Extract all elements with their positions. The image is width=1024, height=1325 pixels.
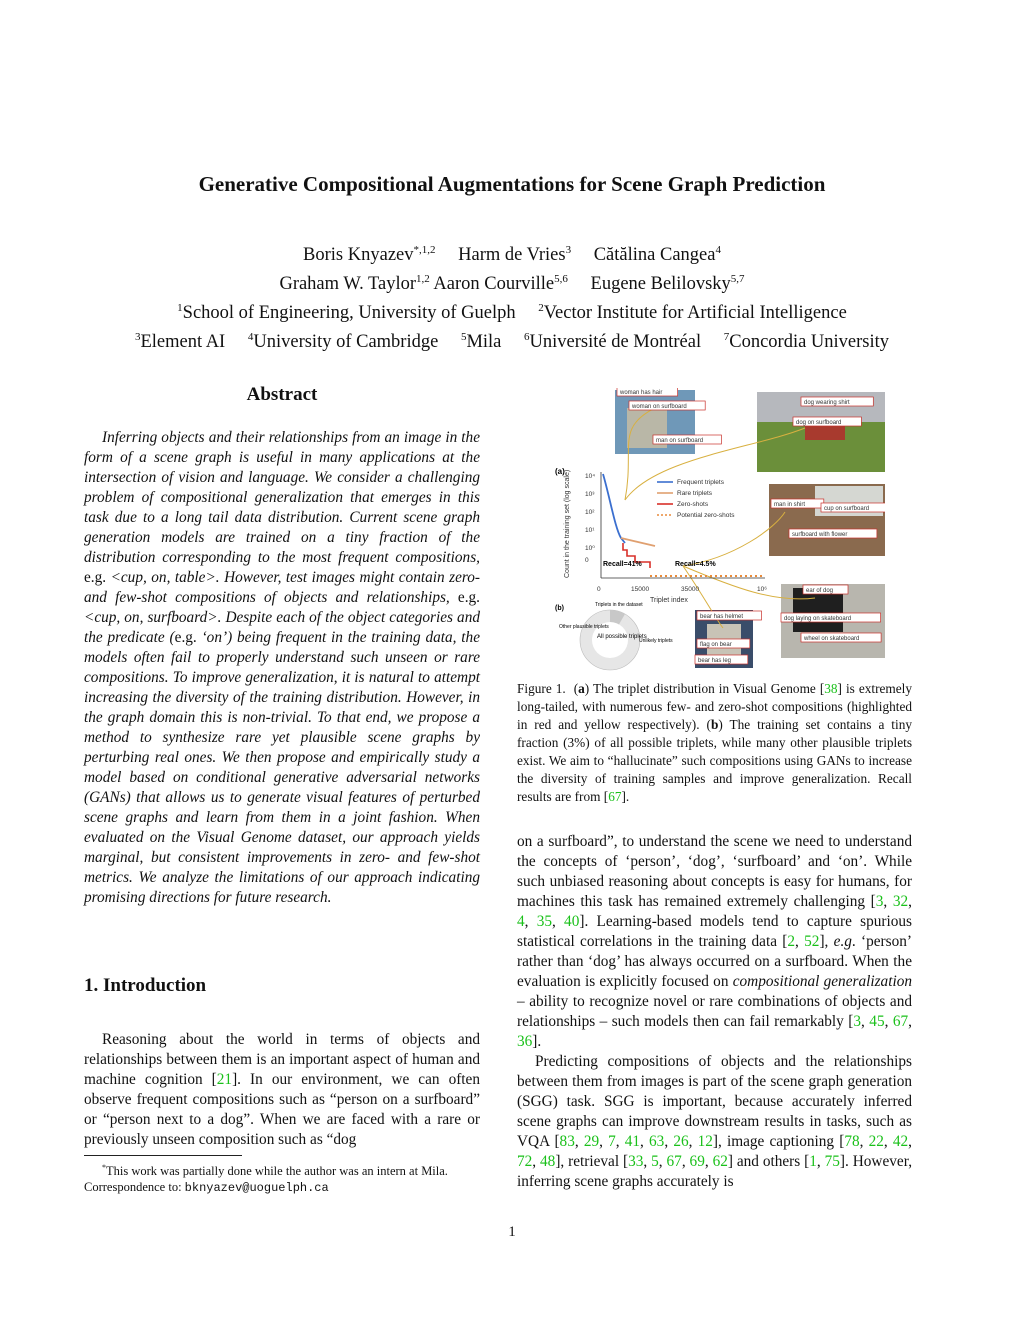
page-number: 1 <box>508 1224 516 1240</box>
pie-label-center: All possible triplets <box>597 634 647 640</box>
triplet-label-text: ear of dog <box>806 588 834 594</box>
legend-entry: Potential zero-shots <box>677 512 735 519</box>
footnote: *This work was partially done while the author was an intern at Mila. Correspondence to: bknyazev@uoguelph.ca <box>84 1163 448 1196</box>
triplet-label-text: cup on surfboard <box>824 506 870 512</box>
section-heading-introduction: 1. Introduction <box>84 975 207 996</box>
author-name: Aaron Courville <box>433 274 555 295</box>
citation-link[interactable]: 22 <box>868 1133 884 1150</box>
author-name: Harm de Vries <box>458 245 566 266</box>
triplet-label-text: wheel on skateboard <box>804 636 860 642</box>
affiliation: Université de Montréal <box>529 332 702 353</box>
triplet-label-text: dog wearing shirt <box>804 400 850 406</box>
paragraph: on a surfboard”, to understand the scene we need to understand the concepts of ‘person’, ‘dog’, ‘surfboard’ and ‘on’. While such unbiased reasoning about concepts is easy for humans, for machines this task has remained extremely challenging [3, 32, 4, 35, 40]. Learning-based models tend to capture spurious statistical correlations in the training data [2, 52], e.g. ‘person’ rather than ‘dog’ has always occurred on a surfboard. When the evaluation is explicitly focused on compositional generalization – ability to recognize novel or rare combinations of objects and relationships – such models then can fail remarkably [3, 45, 67, 36]. <box>517 833 912 1050</box>
citation-link[interactable]: 29 <box>583 1133 600 1150</box>
citation-link[interactable]: 52 <box>804 933 820 950</box>
triplet-label-text: surfboard with flower <box>792 532 848 538</box>
citation-link[interactable]: 3 <box>875 893 884 910</box>
citation-link[interactable]: 67 <box>892 1013 909 1030</box>
affiliation-line-2: $^3$Element AI $^4$University of Cambridge $^5$Mila $^6$Université de Montréal $^7$Concordia University <box>134 331 890 353</box>
frequent-triplets-curve <box>603 474 625 543</box>
author-block <box>0 238 1024 355</box>
citation-link[interactable]: 72 <box>517 1153 533 1170</box>
right-column-text <box>517 832 912 1192</box>
affiliation: University of Cambridge <box>253 332 439 353</box>
abstract-text: Inferring objects and their relationships from an image in the form of a scene graph is useful in many applications at the intersection of vision and language. We consider a challenging problem of compositional generalization that emerges in this task due to a long tail data distribution. Current scene graph generation models are trained on a tiny fraction of the distribution corresponding to the most frequent compositions, e.g. <cup, on, table>. However, test images might contain zero- and few-shot compositions of objects and relationships, e.g. <cup, on, surfboard>. Despite each of the object categories and the predicate (e.g. ‘on’) being frequent in the training data, the models often fail to properly understand such unseen or rare compositions. To improve generalization, it is natural to attempt increasing the diversity of the training distribution. However, in the graph domain this is non-trivial. To that end, we propose a method to synthesize rare yet plausible scene graphs by perturbing real ones. We then propose and empirically study a model based on conditional generative adversarial networks (GANs) that allows us to generate visual features of perturbed scene graphs and learn from them in a joint fashion. When evaluated on the Visual Genome dataset, our approach yields marginal, but consistent improvements in zero- and few-shot metrics. We analyze the limitations of our approach indicating promising directions for future research. <box>84 429 480 906</box>
y-tick-label: 10⁰ <box>585 545 595 552</box>
citation-link[interactable]: 63 <box>649 1133 665 1150</box>
recall-41: Recall=41% <box>603 561 642 568</box>
citation-link[interactable]: 33 <box>628 1153 644 1170</box>
citation-link[interactable]: 2 <box>787 933 796 950</box>
legend-entry: Rare triplets <box>677 490 713 497</box>
triplet-label-text: bear has helmet <box>700 614 744 620</box>
author-name: Boris Knyazev <box>303 245 414 266</box>
triplet-label-text: man on surfboard <box>656 438 704 444</box>
author-name: Graham W. Taylor <box>279 274 417 295</box>
affiliation: Vector Institute for Artificial Intelligence <box>543 303 847 324</box>
y-ticks <box>585 473 595 564</box>
panel-label-a: (a) <box>555 467 565 476</box>
citation-link[interactable]: 1 <box>809 1153 817 1170</box>
citation-link[interactable]: 12 <box>697 1133 713 1150</box>
citation-link[interactable]: 41 <box>624 1133 641 1150</box>
citation-link[interactable]: 4 <box>517 913 525 930</box>
y-tick-label: 10¹ <box>585 527 595 534</box>
author-line-2: Graham W. Taylor$^{1,2}$ Aaron Courville$^{5,6}$ Eugene Belilovsky$^{5,7}$ <box>279 273 745 295</box>
x-tick-label: 10⁶ <box>757 586 767 593</box>
affiliation: Element AI <box>140 332 226 353</box>
triplet-label-text: bear has leg <box>698 658 732 664</box>
pie-label-other: Other plausible triplets <box>559 624 609 630</box>
figure-1-svg <box>555 388 885 678</box>
affiliation: Mila <box>466 332 502 353</box>
email-link[interactable]: bknyazev@uoguelph.ca <box>184 1181 329 1196</box>
x-axis-label: Triplet index <box>650 597 688 604</box>
rare-triplets-curve <box>621 538 655 546</box>
introduction-text: Reasoning about the world in terms of objects and relationships between them is an important aspect of human and machine cognition [21]. In our environment, we can often observe frequent compositions such as “person on a surfboard” or “person next to a dog”. When we are faced with a rare or previously unseen composition such as “dog <box>84 1031 480 1148</box>
abstract-heading: Abstract <box>246 384 318 405</box>
triplet-label-text: man in shirt <box>774 502 806 508</box>
affiliation-line-1: $^1$School of Engineering, University of Guelph $^2$Vector Institute for Artificial Intelligence <box>177 302 847 324</box>
x-tick-label: 35000 <box>681 586 700 593</box>
y-tick-label: 10³ <box>585 491 595 498</box>
citation-link[interactable]: 83 <box>559 1133 575 1150</box>
figure-1 <box>555 388 885 678</box>
triplet-label-text: dog laying on skateboard <box>784 616 852 622</box>
citation-link[interactable]: 67 <box>608 789 622 804</box>
paragraph: Predicting compositions of objects and the relationships between them from images is part of the scene graph generation (SGG) task. SGG is important, because accurately inferred scene graphs can improve downstream results in tasks, such as VQA [83, 29, 7, 41, 63, 26, 12], image captioning [78, 22, 42, 72, 48], retrieval [33, 5, 67, 69, 62] and others [1, 75]. However, inferring scene graphs accurately is <box>517 1053 913 1190</box>
affiliation: School of Engineering, University of Guelph <box>182 303 516 324</box>
pie-label-unlikely: Unlikely triplets <box>639 638 673 644</box>
citation-link[interactable]: 67 <box>666 1153 682 1170</box>
pie-label-dataset: Triplets in the dataset <box>595 602 643 608</box>
citation-link[interactable]: 7 <box>608 1133 616 1150</box>
citation-link[interactable]: 32 <box>892 893 909 910</box>
citation-link[interactable]: 62 <box>712 1153 728 1170</box>
paper-title: Generative Compositional Augmentations for Scene Graph Prediction <box>198 172 826 196</box>
triplet-label-text: woman has hair <box>620 390 663 396</box>
y-tick-label: 10² <box>585 509 595 516</box>
citation-link[interactable]: 21 <box>216 1071 233 1088</box>
citation-link[interactable]: 42 <box>892 1133 909 1150</box>
citation-link[interactable]: 35 <box>536 913 552 930</box>
author-name: Eugene Belilovsky <box>590 274 731 295</box>
figure-caption: Figure 1. (a) The triplet distribution in Visual Genome [38] is extremely long-tailed, with numerous few- and zero-shot compositions (highlighted in red and yellow respectively). (b) The training set contains a tiny fraction (3%) of all possible triplets, while many other plausible triplets exist. We aim to “hallucinate” such compositions using GANs to increase the diversity of training samples and improve generalization. Recall results are from [67]. <box>517 681 913 804</box>
citation-link[interactable]: 75 <box>824 1153 840 1170</box>
triplet-label-text: flag on bear <box>700 642 732 648</box>
affiliation: Concordia University <box>729 332 890 353</box>
chart-legend <box>657 479 735 519</box>
citation-link[interactable]: 69 <box>689 1153 705 1170</box>
triplet-label-text: woman on surfboard <box>632 404 687 410</box>
author-line-1: Boris Knyazev$^{*,1,2}$ Harm de Vries$^3$ Cătălina Cangea$^4$ <box>303 244 721 266</box>
footnote-rule <box>84 1155 242 1156</box>
citation-link[interactable]: 78 <box>844 1133 860 1150</box>
citation-link[interactable]: 40 <box>564 913 580 930</box>
x-ticks <box>597 586 767 593</box>
citation-link[interactable]: 5 <box>651 1153 659 1170</box>
y-axis-label: Count in the training set (log scale) <box>564 469 571 578</box>
x-tick-label: 0 <box>597 586 601 593</box>
y-tick-label: 0 <box>585 557 589 564</box>
citation-link[interactable]: 38 <box>824 681 838 696</box>
author-name: Cătălina Cangea <box>593 245 716 266</box>
citation-link[interactable]: 3 <box>853 1013 862 1030</box>
citation-link[interactable]: 26 <box>673 1133 689 1150</box>
legend-entry: Zero-shots <box>677 501 709 508</box>
citation-link[interactable]: 45 <box>869 1013 885 1030</box>
recall-4-5: Recall=4.5% <box>675 561 716 568</box>
y-tick-label: 10⁴ <box>585 473 596 480</box>
panel-label-b: (b) <box>555 605 564 612</box>
triplet-label-text: dog on surfboard <box>796 420 842 426</box>
citation-link[interactable]: 48 <box>540 1153 556 1170</box>
citation-link[interactable]: 36 <box>517 1033 533 1050</box>
x-tick-label: 15000 <box>631 586 650 593</box>
legend-entry: Frequent triplets <box>677 479 724 486</box>
